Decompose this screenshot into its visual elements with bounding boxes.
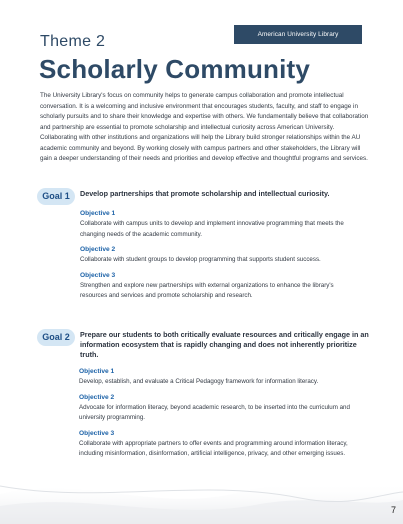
goal-text: Develop partnerships that promote scholarship and intellectual curiosity. (80, 189, 330, 198)
decorative-wave (0, 464, 403, 524)
objective-text: Advocate for information literacy, beyond academic research, to be inserted into the curriculum and university programming. (79, 403, 350, 421)
objective (80, 244, 360, 266)
goal-badge: Goal 1 (37, 188, 75, 205)
objective-title: Objective 3 (79, 429, 115, 437)
objective-title: Objective 1 (79, 368, 115, 375)
objective-text: Collaborate with campus units to develop and implement innovative programming that meets the changing needs of the academic community. (80, 220, 344, 238)
goal-1-objectives (80, 208, 360, 306)
objective (80, 208, 360, 240)
objective (79, 428, 363, 460)
objective-title: Objective 2 (79, 393, 115, 401)
objective-text: Develop, establish, and evaluate a Critical Pedagogy framework for information literacy. (79, 378, 319, 385)
intro-paragraph: The University Library's focus on community helps to generate campus collaboration and promote intellectual conversation. It is a welcoming and inclusive environment that encourages students, faculty, and staff to engage in scholarly pursuits and to share their knowledge and expertise with others. We fundamentally believe that collaboration and partnership are essential to promote scholarship and intellectual curiosity across American University. (40, 92, 369, 131)
objective (79, 366, 363, 388)
goal-2-objectives (79, 366, 363, 464)
objective (79, 392, 363, 424)
objective-title: Objective 3 (80, 271, 116, 279)
header-tag: American University Library (234, 25, 362, 44)
objective-text: Strengthen and explore new partnerships with external organizations to enhance the library's resources and services and promote scholarship and research. (80, 281, 334, 299)
page-title: Scholarly Community (39, 54, 311, 84)
objective-title: Objective 2 (80, 246, 116, 253)
objective-title: Objective 1 (80, 210, 116, 217)
objective-text: Collaborate with student groups to develop programming that supports student success. (80, 256, 321, 263)
theme-label: Theme 2 (40, 33, 106, 50)
goal-text: Prepare our students to both critically evaluate resources and critically engage in an information ecosystem that is rapidly changing and does not inherently prioritize truth. (80, 330, 369, 359)
intro-text (40, 91, 370, 165)
objective-text: Collaborate with appropriate partners to offer events and programming around information literacy, including misinformation, disinformation, artificial intelligence, privacy, and other emerging issues. (79, 439, 348, 457)
page-number: 7 (391, 505, 397, 515)
objective (80, 270, 360, 302)
intro-paragraph: Collaborating with other institutions and organizations will help the Library build stronger relationships within the AU academic community and beyond. By working closely with campus partners and other stakeholders, the Library will gain a deeper understanding of their needs and priorities and develop effective and thoughtful programs and services. (40, 134, 368, 162)
goal-badge: Goal 2 (37, 329, 75, 346)
